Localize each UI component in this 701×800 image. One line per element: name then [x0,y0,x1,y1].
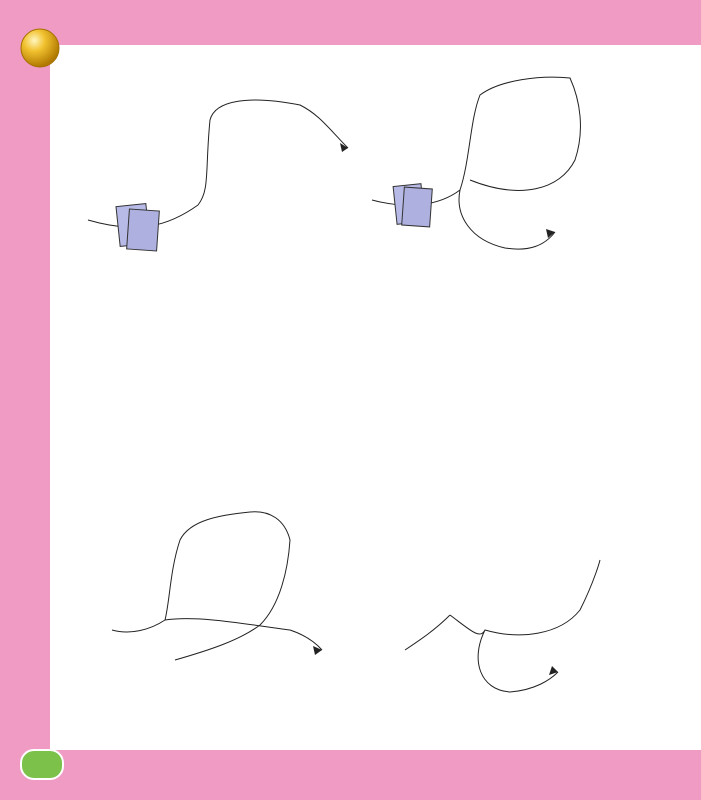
figure-98 [80,65,380,275]
figure-99 [365,60,625,280]
paragraph-1 [74,328,652,352]
paragraph-2 [74,404,652,428]
figure-101 [395,450,635,720]
gold-ball-icon [18,26,62,70]
page-number-badge [20,749,64,780]
figure-100 [100,480,340,690]
